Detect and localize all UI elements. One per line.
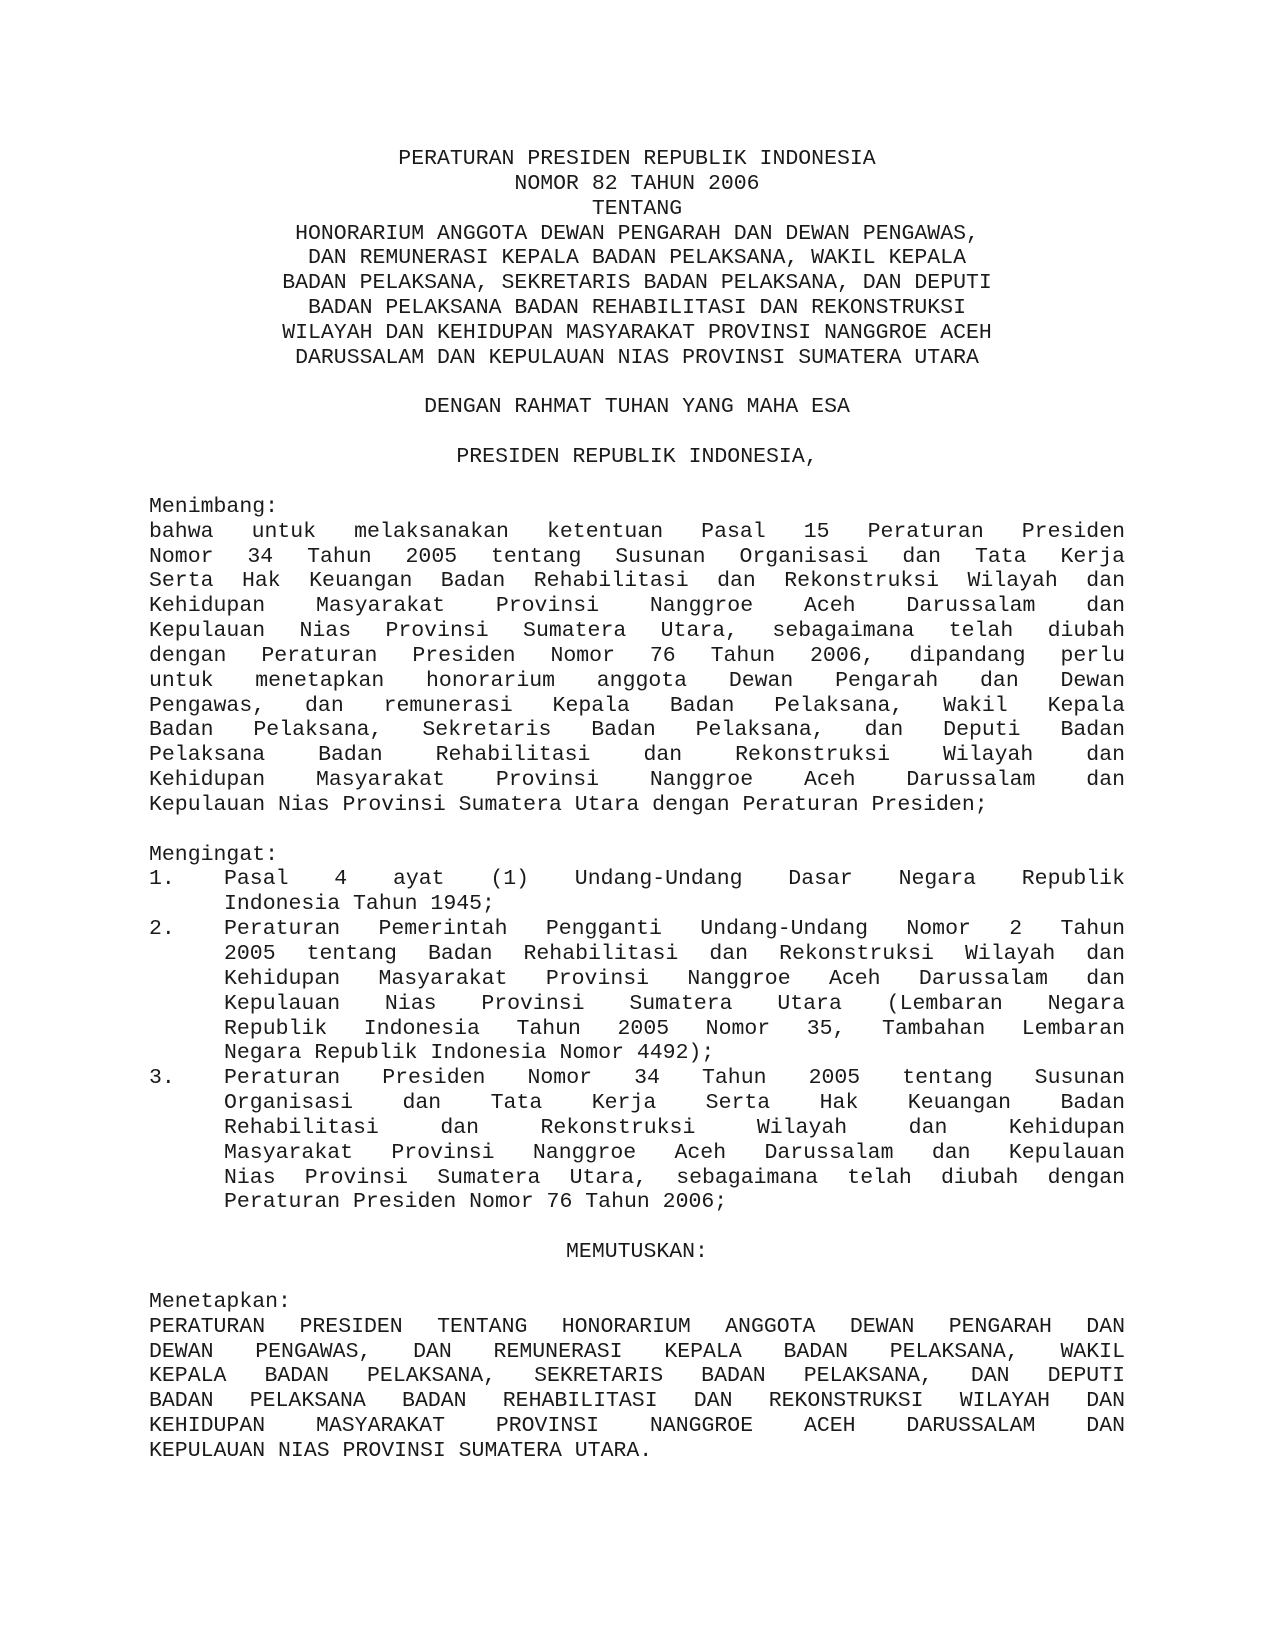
menetapkan-heading: Menetapkan: [149, 1289, 291, 1314]
text-line: Kepulauan Nias Provinsi Sumatera Utara, sebagaimana telah diubah [149, 619, 1125, 644]
title-line: DAN REMUNERASI KEPALA BADAN PELAKSANA, WAKIL KEPALA [307, 246, 966, 271]
text-line: KEPALA BADAN PELAKSANA, SEKRETARIS BADAN PELAKSANA, DAN DEPUTI [149, 1364, 1125, 1389]
text-line: Kehidupan Masyarakat Provinsi Nanggroe Aceh Darussalam dan [149, 594, 1125, 619]
menimbang-heading: Menimbang: [149, 494, 279, 519]
menimbang-section [149, 495, 1125, 818]
list-item [149, 867, 1125, 917]
title-line: NOMOR 82 TAHUN 2006 [514, 171, 760, 196]
text-line: Badan Pelaksana, Sekretaris Badan Pelaksana, dan Deputi Badan [149, 718, 1125, 743]
mengingat-heading: Mengingat: [149, 842, 279, 867]
text-line: Nomor 34 Tahun 2005 tentang Susunan Organisasi dan Tata Kerja [149, 544, 1125, 569]
text-line: bahwa untuk melaksanakan ketentuan Pasal 15 Peraturan Presiden [149, 519, 1125, 544]
text-line: Organisasi dan Tata Kerja Serta Hak Keuangan Badan [224, 1091, 1125, 1116]
text-line: Kehidupan Masyarakat Provinsi Nanggroe Aceh Darussalam dan [224, 966, 1125, 991]
item-text [224, 1066, 1125, 1215]
menetapkan-section [149, 1290, 1125, 1464]
text-line: Peraturan Presiden Nomor 34 Tahun 2005 tentang Susunan [224, 1066, 1125, 1091]
text-line: DEWAN PENGAWAS, DAN REMUNERASI KEPALA BADAN PELAKSANA, WAKIL [149, 1339, 1125, 1364]
title-line: DARUSSALAM DAN KEPULAUAN NIAS PROVINSI SUMATERA UTARA [295, 345, 979, 370]
list-item [149, 1066, 1125, 1215]
item-text [224, 867, 1125, 917]
title-line: WILAYAH DAN KEHIDUPAN MASYARAKAT PROVINSI NANGGROE ACEH [282, 320, 992, 345]
text-line: Indonesia Tahun 1945; [224, 892, 495, 917]
document-title [149, 147, 1125, 371]
invocation: DENGAN RAHMAT TUHAN YANG MAHA ESA [424, 395, 850, 420]
menetapkan-text [149, 1315, 1125, 1464]
text-line: KEHIDUPAN MASYARAKAT PROVINSI NANGGROE ACEH DARUSSALAM DAN [149, 1414, 1125, 1439]
menimbang-text [149, 520, 1125, 818]
mengingat-section [149, 843, 1125, 1216]
text-line: Peraturan Pemerintah Pengganti Undang-Undang Nomor 2 Tahun [224, 917, 1125, 942]
text-line: Pelaksana Badan Rehabilitasi dan Rekonstruksi Wilayah dan [149, 743, 1125, 768]
item-number: 2. [149, 917, 175, 942]
text-line: 2005 tentang Badan Rehabilitasi dan Rekonstruksi Wilayah dan [224, 942, 1125, 966]
text-line: BADAN PELAKSANA BADAN REHABILITASI DAN REKONSTRUKSI WILAYAH DAN [149, 1389, 1125, 1414]
document-page [149, 147, 1125, 1464]
text-line: Peraturan Presiden Nomor 76 Tahun 2006; [224, 1190, 728, 1215]
list-item [149, 917, 1125, 1066]
president-heading: PRESIDEN REPUBLIK INDONESIA, [456, 445, 818, 470]
text-line: Negara Republik Indonesia Nomor 4492); [224, 1041, 715, 1066]
title-line: PERATURAN PRESIDEN REPUBLIK INDONESIA [398, 147, 876, 171]
title-line: HONORARIUM ANGGOTA DEWAN PENGARAH DAN DEWAN PENGAWAS, [295, 221, 979, 246]
item-text [224, 917, 1125, 1066]
title-line: BADAN PELAKSANA BADAN REHABILITASI DAN REKONSTRUKSI [307, 296, 966, 321]
title-line: TENTANG [591, 196, 683, 221]
text-line: Kepulauan Nias Provinsi Sumatera Utara dengan Peraturan Presiden; [149, 792, 988, 817]
text-line: Pasal 4 ayat (1) Undang-Undang Dasar Negara Republik [224, 867, 1125, 892]
text-line: Nias Provinsi Sumatera Utara, sebagaimana telah diubah dengan [224, 1165, 1125, 1190]
text-line: dengan Peraturan Presiden Nomor 76 Tahun 2006, dipandang perlu [149, 643, 1125, 668]
text-line: PERATURAN PRESIDEN TENTANG HONORARIUM ANGGOTA DEWAN PENGARAH DAN [149, 1314, 1125, 1339]
text-line: Republik Indonesia Tahun 2005 Nomor 35, Tambahan Lembaran [224, 1016, 1125, 1041]
text-line: Pengawas, dan remunerasi Kepala Badan Pelaksana, Wakil Kepala [149, 693, 1125, 718]
item-number: 1. [149, 867, 175, 892]
item-number: 3. [149, 1066, 175, 1091]
text-line: Serta Hak Keuangan Badan Rehabilitasi dan Rekonstruksi Wilayah dan [149, 569, 1125, 594]
text-line: Rehabilitasi dan Rekonstruksi Wilayah dan Kehidupan [224, 1115, 1125, 1140]
memutuskan-heading: MEMUTUSKAN: [566, 1240, 708, 1265]
text-line: Kepulauan Nias Provinsi Sumatera Utara (Lembaran Negara [224, 991, 1125, 1016]
text-line: Kehidupan Masyarakat Provinsi Nanggroe Aceh Darussalam dan [149, 768, 1125, 793]
title-line: BADAN PELAKSANA, SEKRETARIS BADAN PELAKSANA, DAN DEPUTI [282, 271, 992, 296]
text-line: untuk menetapkan honorarium anggota Dewan Pengarah dan Dewan [149, 668, 1125, 693]
text-line: Masyarakat Provinsi Nanggroe Aceh Darussalam dan Kepulauan [224, 1140, 1125, 1165]
text-line: KEPULAUAN NIAS PROVINSI SUMATERA UTARA. [149, 1438, 653, 1463]
